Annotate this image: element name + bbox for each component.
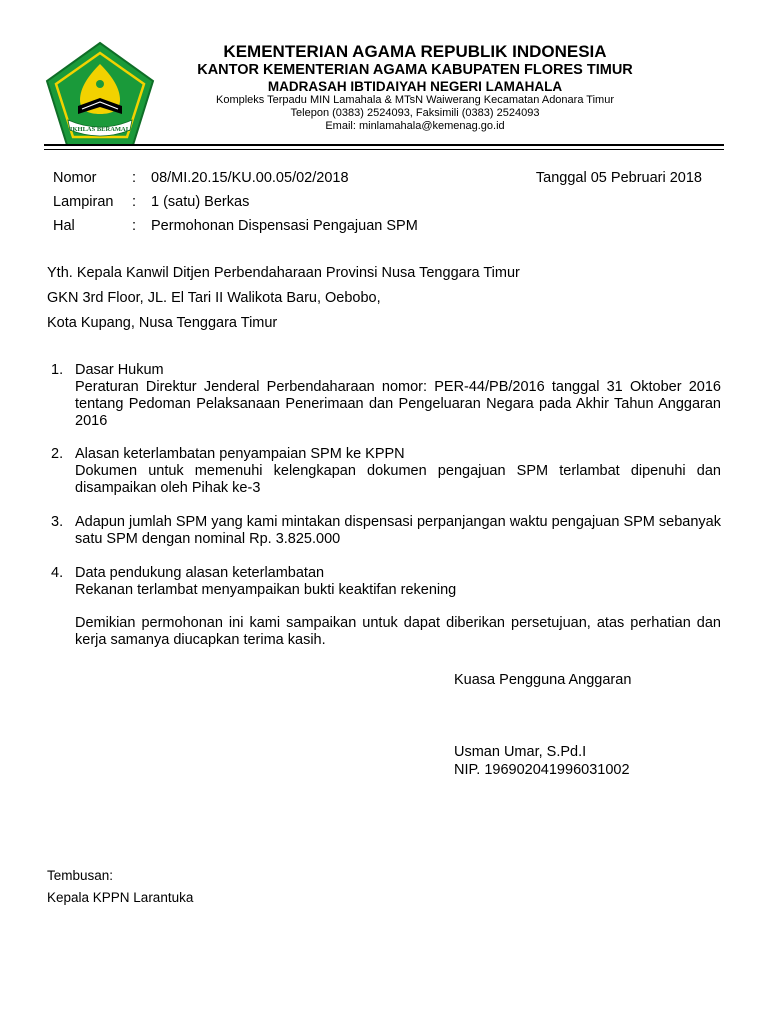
meta-label-hal: Hal [53,218,75,234]
item-title: Data pendukung alasan keterlambatan [75,565,325,581]
list-item [75,446,721,497]
office-name: KANTOR KEMENTERIAN AGAMA KABUPATEN FLORES TIMUR [197,62,633,78]
letter-date: Tanggal 05 Pebruari 2018 [535,170,702,186]
meta-value-hal: Permohonan Dispensasi Pengajuan SPM [151,218,418,234]
letterhead-rule-thick [44,144,724,146]
item-body: Peraturan Direktur Jenderal Perbendaharaan nomor: PER-44/PB/2016 tanggal 31 Oktober 2016 tentang Pedoman Pelaksanaan Penerimaan dan Pengeluaran Negara pada Akhir Tahun Anggaran 2016 [75,379,721,429]
meta-label-lampiran: Lampiran [53,194,114,210]
meta-colon: : [132,218,137,234]
meta-colon: : [132,170,137,186]
signature-nip: NIP. 196902041996031002 [454,762,630,778]
recipient-line-3: Kota Kupang, Nusa Tenggara Timur [47,315,278,331]
school-name: MADRASAH IBTIDAIYAH NEGERI LAMAHALA [267,79,563,94]
recipient-line-1: Yth. Kepala Kanwil Ditjen Perbendaharaan Provinsi Nusa Tenggara Timur [47,265,520,281]
school-address: Kompleks Terpadu MIN Lamahala & MTsN Waiwerang Kecamatan Adonara Timur [215,94,614,106]
list-item [75,565,721,599]
meta-colon: : [132,194,137,210]
logo-motto: IKHLAS BERAMAL [69,126,131,133]
meta-label-nomor: Nomor [53,170,97,186]
school-phone: Telepon (0383) 2524093, Faksimili (0383) 2524093 [290,107,540,119]
cc-label: Tembusan: [47,868,114,883]
school-email: Email: minlamahala@kemenag.go.id [325,120,505,132]
meta-value-nomor: 08/MI.20.15/KU.00.05/02/2018 [151,170,349,186]
list-item [75,362,721,430]
item-title: Alasan keterlambatan penyampaian SPM ke KPPN [75,446,405,462]
item-number: 1. [51,362,64,378]
ministry-name: KEMENTERIAN AGAMA REPUBLIK INDONESIA [223,42,607,61]
signature-role: Kuasa Pengguna Anggaran [454,672,632,688]
item-body: Adapun jumlah SPM yang kami mintakan dispensasi perpanjangan waktu pengajuan SPM sebanyak satu SPM dengan nominal Rp. 3.825.000 [75,514,721,547]
meta-value-lampiran: 1 (satu) Berkas [151,194,250,210]
item-number: 2. [51,446,64,462]
list-item [75,514,721,548]
cc-recipient: Kepala KPPN Larantuka [47,890,194,905]
closing-paragraph: Demikian permohonan ini kami sampaikan untuk dapat diberikan persetujuan, atas perhatian dan kerja samanya diucapkan terima kasih. [75,615,721,648]
signature-name: Usman Umar, S.Pd.I [454,744,587,760]
item-body: Rekanan terlambat menyampaikan bukti keaktifan rekening [75,582,457,598]
item-number: 4. [51,565,64,581]
item-body: Dokumen untuk memenuhi kelengkapan dokumen pengajuan SPM terlambat dipenuhi dan disampaikan oleh Pihak ke-3 [75,463,721,496]
item-title: Dasar Hukum [75,362,164,378]
letterhead-rule-thin [44,149,724,150]
item-number: 3. [51,514,64,530]
recipient-line-2: GKN 3rd Floor, JL. El Tari II Walikota Baru, Oebobo, [47,290,381,306]
kemenag-emblem-icon [44,40,156,148]
